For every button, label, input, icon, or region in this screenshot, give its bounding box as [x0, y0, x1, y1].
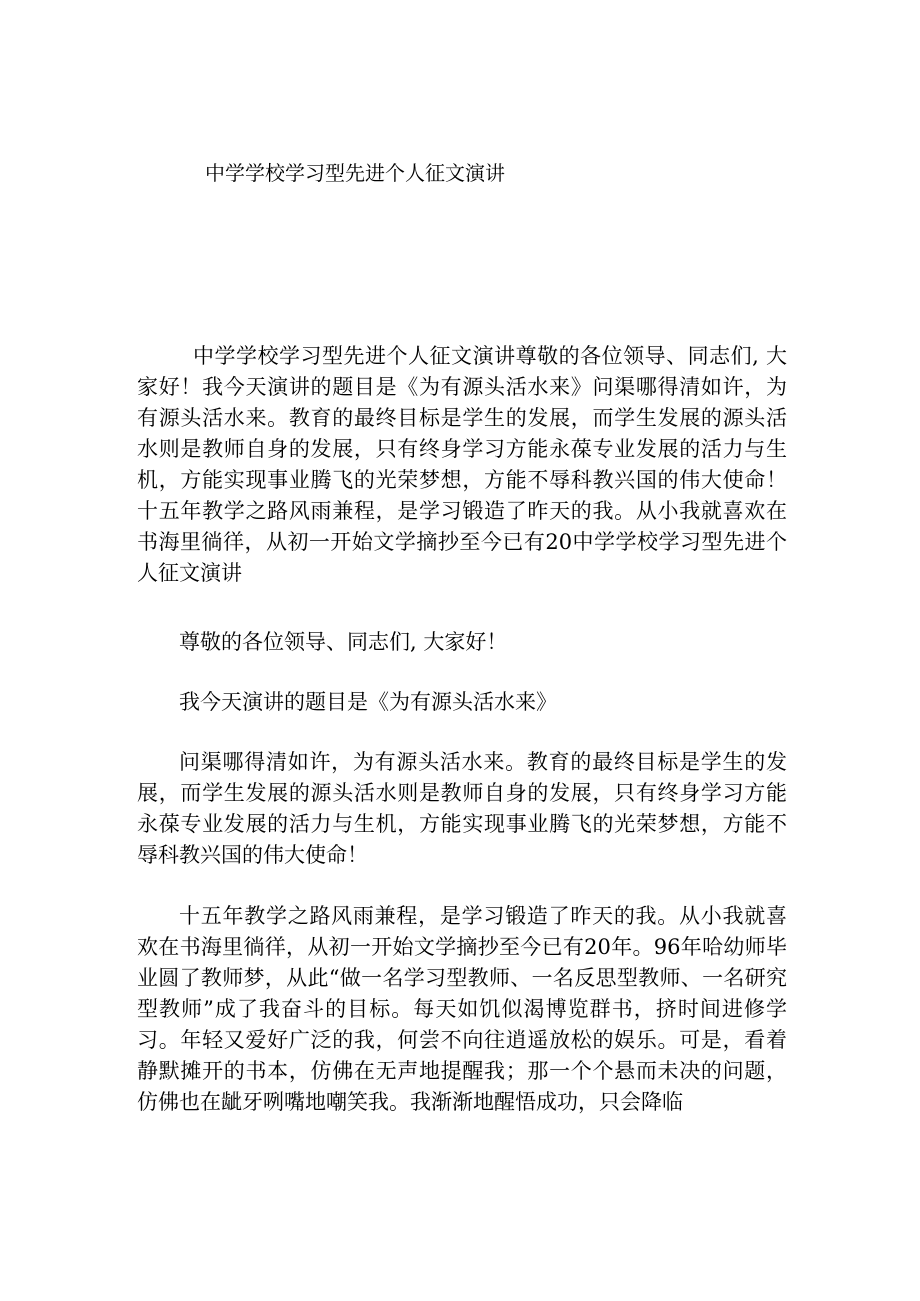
document-title: 中学学校学习型先进个人征文演讲: [205, 161, 505, 185]
topic-paragraph: 我今天演讲的题目是《为有源头活水来》: [179, 690, 557, 714]
intro-paragraph: 中学学校学习型先进个人征文演讲尊敬的各位领导、同志们, 大家好！我今天演讲的题目是《为有源头活水来》问渠哪得清如许，为有源头活水来。教育的最终目标是学生的发展，而学生发展的源头活水则是教师自身的发展，只有终身学习方能永葆专业发展的活力与生机，方能实现事业腾飞的光荣梦想，方能不辱科教兴国的伟大使命！十五年教学之路风雨兼程，是学习锻造了昨天的我。从小我就喜欢在书海里徜徉，从初一开始文学摘抄至今已有20中学学校学习型先进个人征文演讲: [137, 344, 787, 585]
greeting-paragraph: 尊敬的各位领导、同志们, 大家好！: [179, 630, 508, 654]
education-goal-paragraph: 问渠哪得清如许，为有源头活水来。教育的最终目标是学生的发展，而学生发展的源头活水则是教师自身的发展，只有终身学习方能永葆专业发展的活力与生机，方能实现事业腾飞的光荣梦想，方能不辱科教兴国的伟大使命！: [137, 750, 787, 867]
teaching-journey-paragraph: 十五年教学之路风雨兼程，是学习锻造了昨天的我。从小我就喜欢在书海里徜徉，从初一开始文学摘抄至今已有20年。96年哈幼师毕业圆了教师梦，从此“做一名学习型教师、一名反思型教师、一名研究型教师”成了我奋斗的目标。每天如饥似渴博览群书，挤时间进修学习。年轻又爱好广泛的我，何尝不向往逍遥放松的娱乐。可是，看着静默摊开的书本，仿佛在无声地提醒我；那一个个悬而未决的问题，仿佛也在龇牙咧嘴地嘲笑我。我渐渐地醒悟成功，只会降临: [137, 904, 787, 1114]
